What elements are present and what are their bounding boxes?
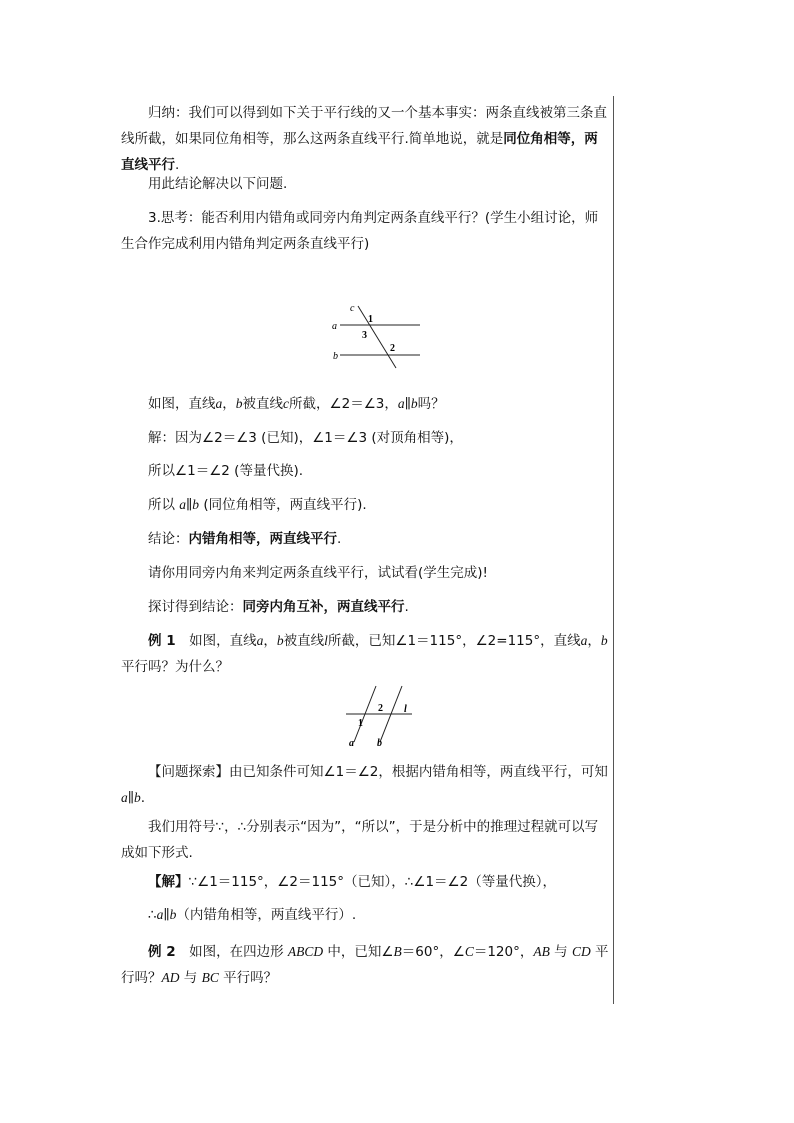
question-1: 如图，直线a，b被直线c所截，∠2＝∠3，a∥b吗？ (148, 396, 445, 412)
solution-example-1-conclusion: ∴a∥b（内错角相等，两直线平行）. (148, 907, 357, 923)
use-conclusion-line: 用此结论解决以下问题. (148, 176, 288, 192)
example-2: 例 2 如图，在四边形 ABCD 中，已知∠B＝60°，∠C＝120°，AB 与 CD 平行吗？AD 与 BC 平行吗？ (121, 944, 609, 986)
solution-example-1: 【解】∵∠1＝115°，∠2＝115°（已知），∴∠1＝∠2（等量代换）， (148, 874, 556, 890)
angle-1: 1 (358, 718, 363, 729)
angle-2: 2 (390, 343, 395, 354)
label-b: b (333, 351, 338, 362)
table-border-right (613, 96, 614, 1004)
label-a: a (332, 321, 337, 332)
figure-parallel-lines-1 (328, 300, 428, 370)
example-1: 例 1 如图，直线a，b被直线l所截，已知∠1＝115°，∠2=115°，直线a，b平行吗？为什么？ (121, 633, 608, 675)
solution-line-1: 解：因为∠2＝∠3 (已知)，∠1＝∠3 (对顶角相等)， (148, 430, 463, 446)
angle-1: 1 (368, 314, 373, 325)
label-a: a (349, 738, 354, 749)
try-it-line: 请你用同旁内角来判定两条直线平行，试试看(学生完成)! (148, 565, 488, 581)
label-c: c (350, 303, 355, 314)
figure-parallel-lines-2 (340, 682, 420, 750)
label-l: l (404, 704, 407, 715)
summary-paragraph: 归纳：我们可以得到如下关于平行线的又一个基本事实：两条直线被第三条直线所截，如果同位角相等，那么这两条直线平行.简单地说，就是同位角相等，两直线平行. (121, 105, 607, 173)
conclusion-1: 结论：内错角相等，两直线平行. (148, 531, 342, 547)
symbols-paragraph: 我们用符号∵，∴分别表示“因为”，“所以”，于是分析中的推理过程就可以写成如下形式. (121, 819, 599, 861)
think-question: 3.思考：能否利用内错角或同旁内角判定两条直线平行？(学生小组讨论，师生合作完成利用内错角判定两条直线平行) (121, 210, 599, 252)
problem-exploration: 【问题探索】由已知条件可知∠1＝∠2，根据内错角相等，两直线平行，可知 a∥b. (121, 764, 608, 806)
angle-2: 2 (378, 703, 383, 714)
angle-3: 3 (362, 330, 367, 341)
conclusion-2: 探讨得到结论：同旁内角互补，两直线平行. (148, 599, 409, 615)
solution-line-2: 所以∠1＝∠2 (等量代换). (148, 463, 303, 479)
solution-line-3: 所以 a∥b (同位角相等，两直线平行). (148, 497, 367, 513)
label-b: b (377, 738, 382, 749)
